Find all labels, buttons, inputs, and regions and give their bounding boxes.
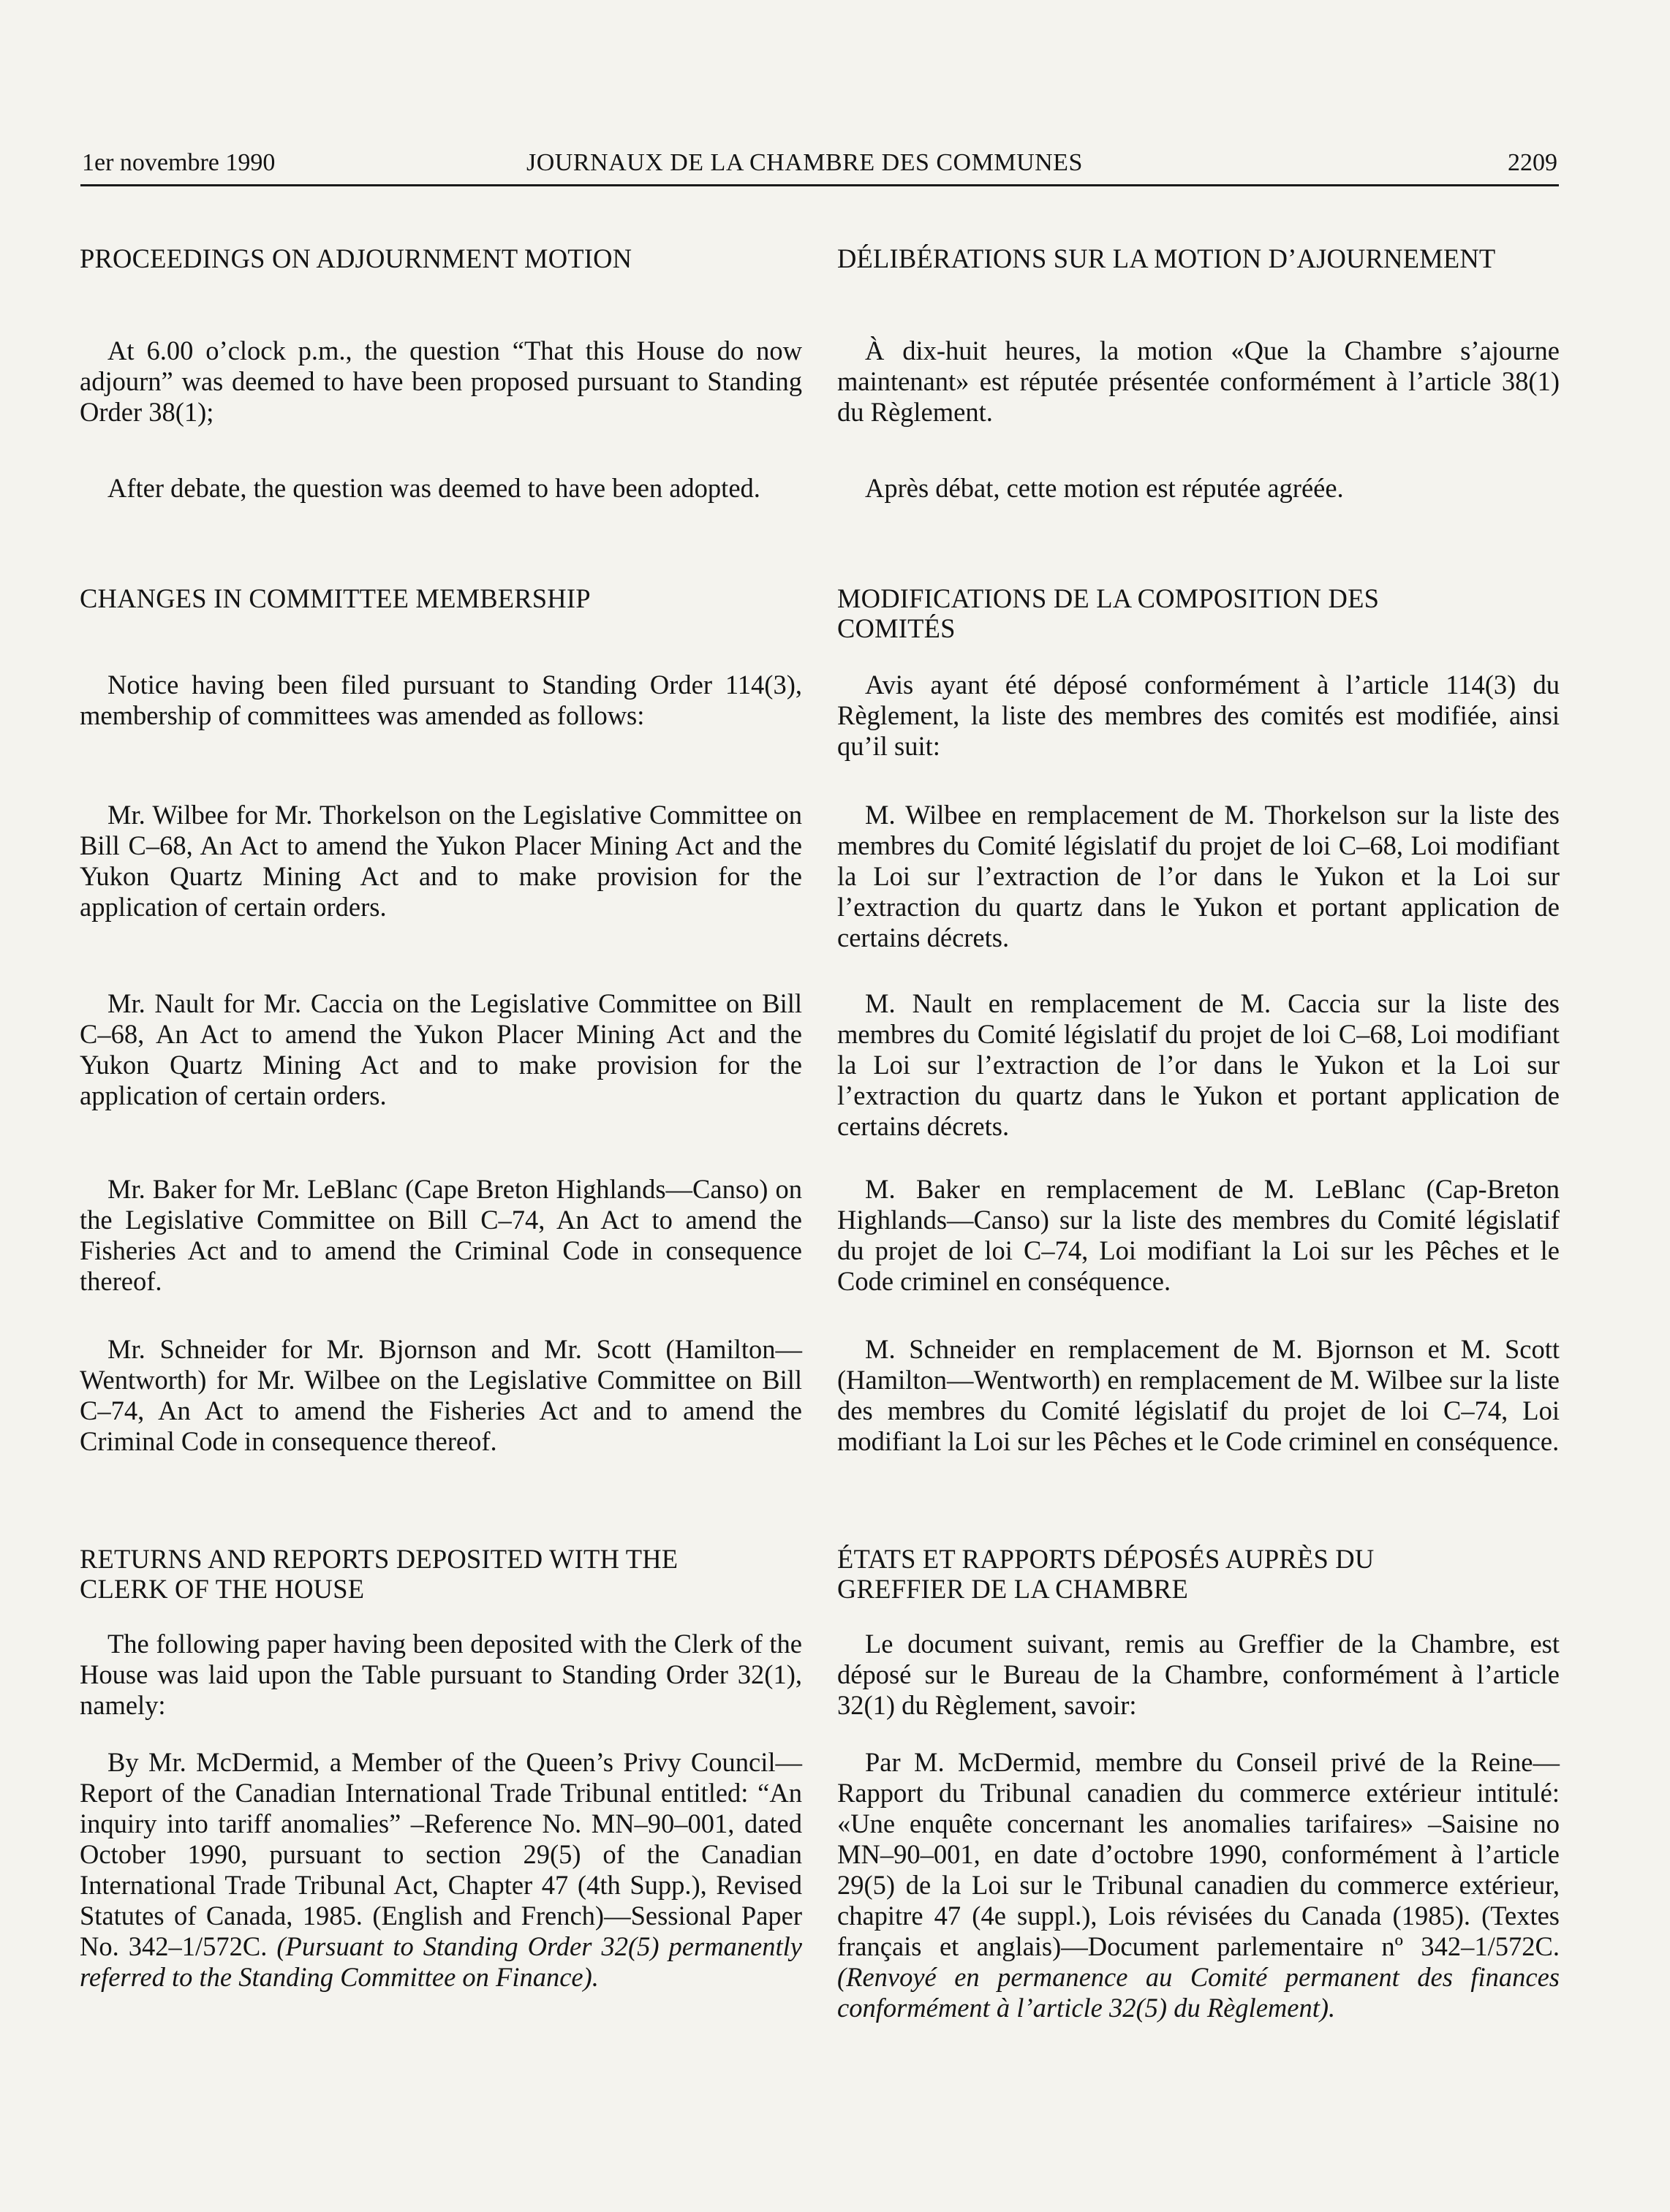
returns-para-2-en-text: By Mr. McDermid, a Member of the Queen’s Privy Council—Report of the Canadian International Trade Tribunal entitled: “An inquiry into tariff anomalies” –Reference No. MN–90–001, dated October 1990, pursuant to section 29(5) of the Canadian International Trade Tribunal Act, Chapter 47 (4th Supp.), Revised Statutes of Canada, 1985. (English and French)—Sessional Paper No. 342–1/572C. [80, 1747, 802, 1961]
adjournment-para-1-fr: À dix-huit heures, la motion «Que la Chambre s’ajourne maintenant» est réputée présentée conformément à l’article 38(1) du Règlement. [837, 336, 1560, 427]
committees-para-2-fr: M. Wilbee en remplacement de M. Thorkelson sur la liste des membres du Comité législatif du projet de loi C–68, Loi modifiant la Loi sur l’extraction de l’or dans le Yukon et la Loi sur l’extraction du quartz dans le Yukon et portant application de certains décrets. [837, 800, 1560, 952]
returns-para-1-en: The following paper having been deposited with the Clerk of the House was laid upon the Table pursuant to Standing Order 32(1), namely: [80, 1629, 802, 1720]
heading-adjournment-fr: DÉLIBÉRATIONS SUR LA MOTION D’AJOURNEMENT [837, 243, 1496, 273]
committees-para-3-en: Mr. Nault for Mr. Caccia on the Legislative Committee on Bill C–68, An Act to amend the Yukon Placer Mining Act and the Yukon Quartz Mining Act and to make provision for the application of certain orders. [80, 988, 802, 1110]
heading-returns-fr [837, 1544, 1560, 1604]
returns-para-2-en-referral: (Pursuant to Standing Order 32(5) permanently referred to the Standing Committee on Finance). [80, 1931, 802, 1992]
page-number: 2209 [1508, 149, 1557, 176]
heading-returns-fr-line2: GREFFIER DE LA CHAMBRE [837, 1574, 1188, 1604]
returns-para-2-fr-text: Par M. McDermid, membre du Conseil privé de la Reine—Rapport du Tribunal canadien du commerce extérieur intitulé: «Une enquête concernant les anomalies tarifaires» –Saisine no MN–90–001, en date d’octobre 1990, conformément à l’article 29(5) de la Loi sur le Tribunal canadien du commerce extérieur, chapitre 47 (4e suppl.), Lois révisées du Canada (1985). (Textes français et anglais)—Document parlementaire nº 342–1/572C. [837, 1747, 1560, 1961]
heading-committees-fr-line2: COMITÉS [837, 613, 956, 643]
returns-para-2-fr [837, 1747, 1560, 2023]
heading-committees-fr [837, 583, 1560, 643]
committees-para-1-en: Notice having been filed pursuant to Standing Order 114(3), membership of committees was amended as follows: [80, 670, 802, 730]
heading-returns-fr-line1: ÉTATS ET RAPPORTS DÉPOSÉS AUPRÈS DU [837, 1544, 1375, 1574]
committees-para-4-en: Mr. Baker for Mr. LeBlanc (Cape Breton Highlands—Canso) on the Legislative Committee on Bill C–74, An Act to amend the Fisheries Act and to amend the Criminal Code in consequence thereof. [80, 1174, 802, 1296]
returns-para-2-en [80, 1747, 802, 1993]
heading-committees-en: CHANGES IN COMMITTEE MEMBERSHIP [80, 583, 591, 613]
returns-para-2-fr-referral: (Renvoyé en permanence au Comité permanent des finances conformément à l’article 32(5) du Règlement). [837, 1962, 1560, 2023]
adjournment-para-1-en: At 6.00 o’clock p.m., the question “That this House do now adjourn” was deemed to have been proposed pursuant to Standing Order 38(1); [80, 336, 802, 427]
committees-para-1-fr: Avis ayant été déposé conformément à l’article 114(3) du Règlement, la liste des membres des comités est modifiée, ainsi qu’il suit: [837, 670, 1560, 761]
committees-para-2-en: Mr. Wilbee for Mr. Thorkelson on the Legislative Committee on Bill C–68, An Act to amend the Yukon Placer Mining Act and the Yukon Quartz Mining Act and to make provision for the application of certain orders. [80, 800, 802, 922]
committees-para-3-fr: M. Nault en remplacement de M. Caccia sur la liste des membres du Comité législatif du projet de loi C–68, Loi modifiant la Loi sur l’extraction de l’or dans le Yukon et la Loi sur l’extraction du quartz dans le Yukon et portant application de certains décrets. [837, 988, 1560, 1141]
adjournment-para-2-fr: Après débat, cette motion est réputée agréée. [865, 473, 1344, 503]
journal-title: JOURNAUX DE LA CHAMBRE DES COMMUNES [526, 149, 1083, 176]
heading-returns-en-line1: RETURNS AND REPORTS DEPOSITED WITH THE [80, 1544, 679, 1574]
header-date: 1er novembre 1990 [82, 149, 276, 176]
returns-para-1-fr: Le document suivant, remis au Greffier de la Chambre, est déposé sur le Bureau de la Chambre, conformément à l’article 32(1) du Règlement, savoir: [837, 1629, 1560, 1720]
heading-returns-en-line2: CLERK OF THE HOUSE [80, 1574, 365, 1604]
heading-adjournment-en: PROCEEDINGS ON ADJOURNMENT MOTION [80, 243, 632, 273]
committees-para-5-fr: M. Schneider en remplacement de M. Bjornson et M. Scott (Hamilton—Wentworth) en remplacement de M. Wilbee sur la liste des membres du Comité législatif du projet de loi C–74, Loi modifiant la Loi sur les Pêches et le Code criminel en conséquence. [837, 1334, 1560, 1456]
heading-returns-en [80, 1544, 802, 1604]
adjournment-para-2-en: After debate, the question was deemed to have been adopted. [107, 473, 760, 503]
header-rule [80, 184, 1559, 186]
running-header [82, 149, 1557, 184]
committees-para-5-en: Mr. Schneider for Mr. Bjornson and Mr. Scott (Hamilton—Wentworth) for Mr. Wilbee on the Legislative Committee on Bill C–74, An Act to amend the Fisheries Act and to amend the Criminal Code in consequence thereof. [80, 1334, 802, 1456]
heading-committees-fr-line1: MODIFICATIONS DE LA COMPOSITION DES [837, 583, 1380, 613]
committees-para-4-fr: M. Baker en remplacement de M. LeBlanc (Cap-Breton Highlands—Canso) sur la liste des membres du Comité législatif du projet de loi C–74, Loi modifiant la Loi sur les Pêches et le Code criminel en conséquence. [837, 1174, 1560, 1296]
